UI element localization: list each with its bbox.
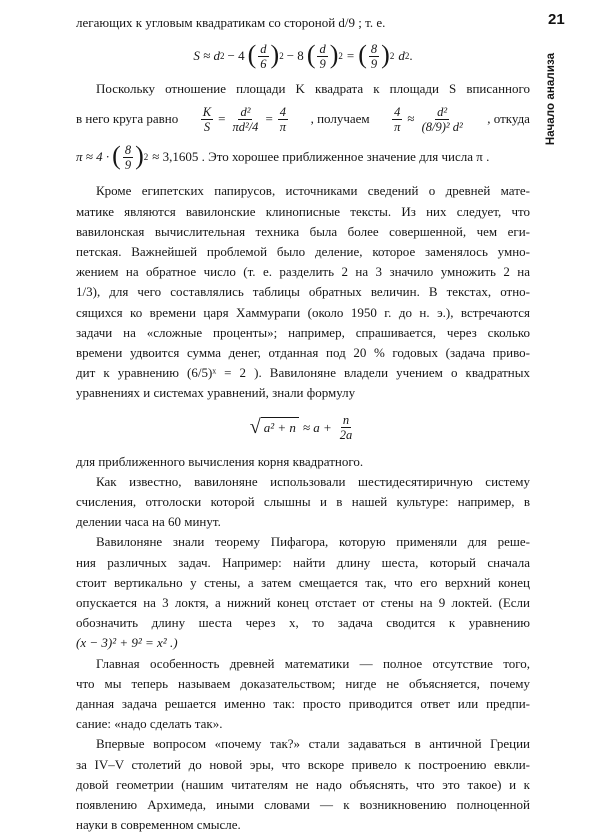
text-fragment: в него круга равно (76, 111, 179, 127)
text-line: времени удвоится сумма денег, отданная под 20 % годовых (задача приво- (76, 345, 530, 361)
fraction: $\frac{\text{d²}}{\text{πd²/4}}$ (232, 104, 259, 134)
formula-term: − 4 (227, 48, 245, 64)
text-line: задачи на «сложные проценты»; например, спрашивается, через сколько (76, 324, 530, 340)
square-root: √ a² + n (250, 417, 299, 438)
text-line: Как известно, вавилоняне использовали шестидесятиричную систему (96, 473, 530, 489)
fraction: $\frac{d}{6}$ (260, 41, 267, 71)
text-line: Впервые вопросом «почему так?» стали задаваться в античной Греции (96, 736, 530, 752)
text-line: Поскольку отношение площади K квадрата к площади S вписанного (96, 81, 530, 97)
text-line: для приближенного вычисления корня квадратного. (76, 453, 364, 469)
text-line: данная задача решается именно так: просто приводится ответ или предпи- (76, 696, 530, 712)
text-line: за IV–V столетий до новой эры, что вскоре привело к построению евкли- (76, 756, 530, 772)
text-line: что мы теперь называем доказательством; нигде не объясняется, почему (76, 675, 530, 691)
text-line: счисления, отголоски которой слышны и в нашей культуре: например, в (76, 494, 530, 510)
fraction: $\frac{4}{\pi}$ (279, 104, 287, 134)
text-line: сящихся ко времени царя Хаммурапи (около 1950 г. до н. э.), встречаются (76, 304, 530, 320)
text-line: довой геометрии (нашим читателям не надо объяснять, что это такое) и к (76, 776, 530, 792)
fraction: $\frac{d}{9}$ (319, 41, 326, 71)
formula-term: S ≈ d (193, 48, 221, 64)
fraction: $\frac{8}{9}$ (370, 41, 378, 71)
text-line: делении часа на 60 минут. (76, 514, 221, 530)
text-line: петская. Важнейшей проблемой было деление, которое заменялось умно- (76, 244, 530, 260)
formula-square-root (76, 404, 530, 452)
text-line: Кроме египетских папирусов, источниками сведений о древней мате- (96, 183, 530, 199)
text-line: Вавилоняне знали теорему Пифагора, которую применяли для реше- (96, 534, 530, 550)
text-fragment: , откуда (487, 111, 530, 127)
section-tab-label: Начало анализа (545, 52, 557, 146)
text-line: науки в современном смысле. (76, 817, 241, 833)
formula-area-estimate: S ≈ d 2 − 4 ( $\frac{d}{6}$ ) 2 − 8 ( $\frac{d}{9}$ ) 2 = ( $\frac{8}{9}$ ) 2 d 2 . (193, 40, 413, 71)
formula-term: = (346, 48, 355, 64)
fraction: $\frac{K}{S}$ (202, 104, 212, 134)
text-line: опускается на 3 локтя, а нижний конец отстает от стены на 9 локтей. (Если (76, 595, 530, 611)
text-line: сание: «надо сделать так». (76, 716, 223, 732)
formula-term: − 8 (286, 48, 304, 64)
text-line: обозначить длину шеста через x, то задача сводится к уравнению (76, 615, 530, 631)
text-line: дит к уравнению (6/5)ˣ = 2 ). Вавилоняне владели учением о квадратных (76, 365, 530, 381)
text-line: уравнениях и системах уравнений, знали формулу (76, 385, 356, 401)
section-tab (542, 40, 560, 158)
fraction: $\frac{n}{2a}$ (339, 413, 353, 443)
pi-estimate-line: π ≈ 4 · ( $\frac{8}{9}$ ) 2 ≈ 3,1605 . Это хорошее приближенное значение для числа π . (76, 141, 490, 172)
ratio-formula-line: в него круга равно $\frac{K}{S}$ = $\frac{\text{d²}}{\text{πd²/4}}$ = $\frac{4}{\pi}$ , получаем $\frac{4}{\pi}$ ≈ $\frac{\text{d²}}{\text{(8/9)² d²}}$ , откуда (76, 104, 530, 134)
text-line: жением на обратное число (т. е. разделить 2 на 3 значило умножить 2 на (76, 264, 530, 280)
text-line: (x − 3)² + 9² = x² .) (76, 635, 178, 651)
formula-term: d (398, 48, 405, 64)
text-line: легающих к угловым квадратикам со стороной d/9 ; т. е. (76, 15, 386, 30)
formula-term: ≈ a + (302, 419, 332, 435)
formula-term: π ≈ 4 · (76, 149, 110, 165)
text-line: вавилонская вычислительная техника была более совершенной, чем еги- (76, 223, 530, 239)
fraction: $\frac{8}{9}$ (124, 142, 132, 172)
text-line: 1/3), для чего составлялись таблицы обратных величин. В текстах, отно- (76, 284, 530, 300)
fraction: $\frac{4}{\pi}$ (394, 104, 401, 134)
fraction: $\frac{\text{d²}}{\text{(8/9)² d²}}$ (421, 104, 463, 134)
formula-exponent: 2 (220, 51, 225, 62)
text-line: появлению Архимеда, иными словами — к возникновению полноценной (76, 797, 530, 813)
text-fragment: ≈ 3,1605 . Это хорошее приближенное значение для числа π . (152, 149, 490, 165)
page-body (76, 13, 530, 836)
text-line: стоит вертикально у стены, а затем смещается так, что его верхний конец (76, 574, 530, 590)
text-line: Главная особенность древней математики — полное отсутствие того, (96, 655, 530, 671)
page-number: 21 (548, 11, 565, 28)
text-line: ния различных задач. Например: найти длину шеста, который сначала (76, 554, 530, 570)
text-fragment: , получаем (310, 111, 370, 127)
text-line: матике являются вавилонские клинописные тексты. Из них следует, что (76, 203, 530, 219)
